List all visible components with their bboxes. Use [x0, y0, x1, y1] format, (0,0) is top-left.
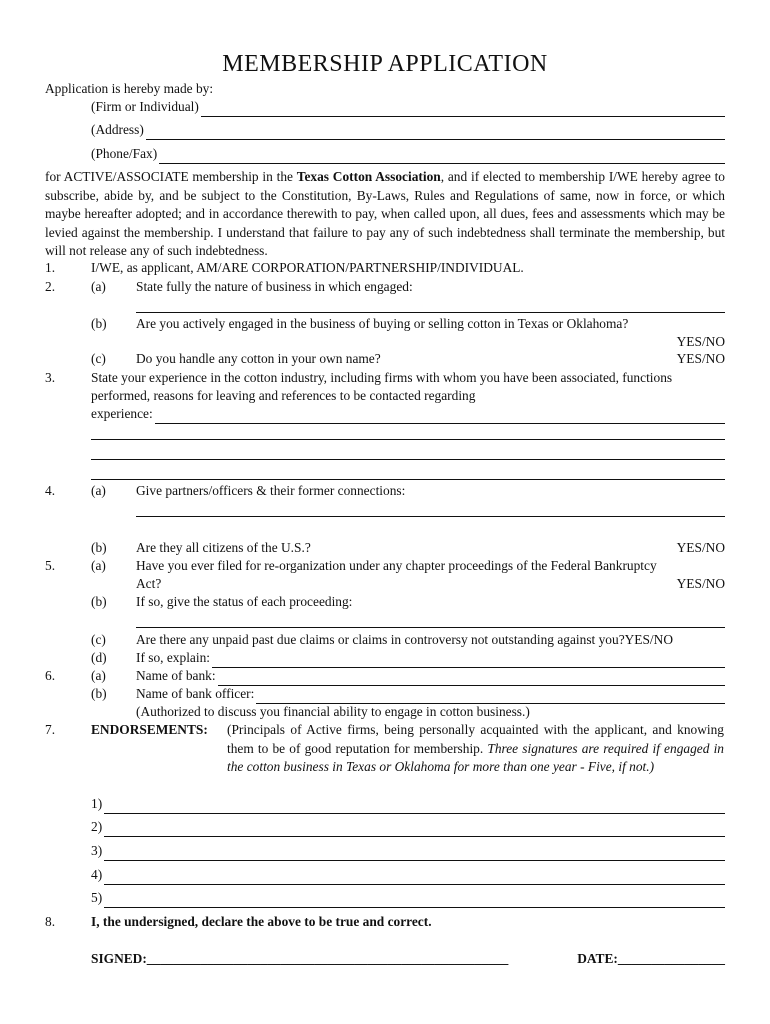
bank-officer-label: Name of bank officer:: [136, 686, 255, 701]
item-1-text: I/WE, as applicant, AM/ARE CORPORATION/PARTNERSHIP/INDIVIDUAL.: [91, 260, 524, 275]
endorsement-3-label: 3): [91, 843, 103, 858]
item-5b-label: (b): [91, 594, 107, 609]
preamble-start: for ACTIVE/ASSOCIATE membership in the: [45, 169, 297, 184]
explain-label: If so, explain:: [136, 650, 211, 665]
endorsements-requirement: Three signatures are required if engaged in the cotton business in Texas or Oklahoma for more than one year - Five, if not.): [227, 740, 724, 774]
endorsement-4-line[interactable]: [104, 871, 725, 885]
endorsement-1-label: 1): [91, 796, 103, 811]
item-3-number: 3.: [45, 370, 56, 385]
made-by-label: Application is hereby made by:: [45, 81, 214, 96]
item-2c-label: (c): [91, 351, 106, 366]
item-4b-yes-no[interactable]: YES/NO: [676, 540, 725, 555]
explain-field[interactable]: [136, 649, 725, 668]
endorsement-5-field[interactable]: [91, 889, 725, 908]
firm-label: (Firm or Individual): [91, 99, 199, 114]
bank-name-label: Name of bank:: [136, 668, 216, 683]
item-4b-label: (b): [91, 540, 107, 555]
item-2-number: 2.: [45, 279, 56, 294]
item-5b-question: If so, give the status of each proceeding:: [136, 594, 353, 609]
item-2a-question: State fully the nature of business in which engaged:: [136, 279, 413, 294]
declaration-text: I, the undersigned, declare the above to be true and correct.: [91, 914, 432, 929]
endorsement-4-label: 4): [91, 867, 103, 882]
item-5c-question: Are there any unpaid past due claims or claims in controversy not outstanding against you?YES/NO: [136, 632, 673, 647]
endorsements-text: [227, 721, 724, 777]
endorsement-5-line[interactable]: [104, 894, 725, 908]
item-2b-label: (b): [91, 316, 107, 331]
endorsement-3-line[interactable]: [104, 847, 725, 861]
bank-authorization-note: (Authorized to discuss you financial ability to engage in cotton business.): [136, 704, 530, 719]
item-7-number: 7.: [45, 722, 56, 737]
item-4a-label: (a): [91, 483, 106, 498]
item-8-number: 8.: [45, 914, 56, 929]
item-2b-question: Are you actively engaged in the business of buying or selling cotton in Texas or Oklahoma?: [136, 316, 629, 331]
item-5d-label: (d): [91, 650, 107, 665]
endorsement-2-label: 2): [91, 819, 103, 834]
address-field[interactable]: [91, 121, 725, 140]
endorsements-instructions: (Principals of Active firms, being personally acquainted with the applicant, and knowing them to be of good reputation for membership.: [227, 722, 724, 756]
item-2a-label: (a): [91, 279, 106, 294]
item-4a-answer-line[interactable]: [136, 516, 725, 517]
date-field[interactable]: DATE:________________: [577, 951, 725, 966]
item-2a-answer-line[interactable]: [136, 312, 725, 313]
item-4a-question: Give partners/officers & their former connections:: [136, 483, 406, 498]
item-5a-question-cont: Act?: [136, 576, 162, 591]
experience-line-3[interactable]: [91, 459, 725, 460]
preamble-end: , and if elected to membership I/WE hereby agree to subscribe, abide by, and be subject to the Constitution, By-Laws, Rules and Regulations of same, now in force, or which maybe hereafter adopted; and in accordance therewith to pay, when called upon, all dues, fees and assessments which may be levied against the membership. I understand that failure to pay any of such indebtedness shall terminate the membership, but will not release any of such indebtedness.: [45, 169, 726, 258]
item-6b-label: (b): [91, 686, 107, 701]
page-title: MEMBERSHIP APPLICATION: [222, 51, 548, 77]
item-6-number: 6.: [45, 668, 56, 683]
signature-field[interactable]: SIGNED:______________________________________________________: [91, 951, 509, 966]
endorsement-2-line[interactable]: [104, 823, 725, 837]
bank-name-line[interactable]: [218, 672, 725, 686]
association-name: Texas Cotton Association: [296, 169, 441, 184]
preamble-paragraph: [45, 168, 725, 261]
endorsement-1-line[interactable]: [104, 800, 725, 814]
address-label: (Address): [91, 122, 144, 137]
phone-line[interactable]: [159, 150, 725, 164]
firm-field[interactable]: [91, 98, 725, 117]
item-3-text-line1: State your experience in the cotton industry, including firms with whom you have been associated, functions: [91, 370, 673, 385]
phone-field[interactable]: [91, 145, 725, 164]
phone-label: (Phone/Fax): [91, 146, 158, 161]
experience-line-2[interactable]: [91, 439, 725, 440]
endorsement-2-field[interactable]: [91, 818, 725, 837]
item-5a-question: Have you ever filed for re-organization under any chapter proceedings of the Federal Bankruptcy: [136, 558, 657, 573]
item-5c-label: (c): [91, 632, 106, 647]
item-2c-question: Do you handle any cotton in your own name?: [136, 351, 381, 366]
item-4b-question: Are they all citizens of the U.S.?: [136, 540, 311, 555]
endorsement-4-field[interactable]: [91, 866, 725, 885]
item-4-number: 4.: [45, 483, 56, 498]
item-1-number: 1.: [45, 260, 56, 275]
experience-line-4[interactable]: [91, 479, 725, 480]
endorsements-heading: ENDORSEMENTS:: [91, 722, 208, 737]
bank-officer-field[interactable]: [136, 685, 725, 704]
address-line[interactable]: [146, 126, 725, 140]
experience-field[interactable]: [91, 405, 725, 424]
item-3-text-line2: performed, reasons for leaving and references to be contacted regarding: [91, 388, 476, 403]
item-5a-label: (a): [91, 558, 106, 573]
experience-line[interactable]: [155, 410, 725, 424]
endorsement-5-label: 5): [91, 890, 103, 905]
item-5b-answer-line[interactable]: [136, 627, 725, 628]
bank-name-field[interactable]: [136, 667, 725, 686]
endorsements-label: [91, 721, 208, 740]
experience-label: experience:: [91, 406, 153, 421]
bank-officer-line[interactable]: [256, 690, 725, 704]
item-2b-yes-no[interactable]: YES/NO: [676, 334, 725, 349]
endorsement-1-field[interactable]: [91, 795, 725, 814]
firm-line[interactable]: [201, 103, 725, 117]
item-5a-yes-no[interactable]: YES/NO: [676, 576, 725, 591]
endorsement-3-field[interactable]: [91, 842, 725, 861]
item-2c-yes-no[interactable]: YES/NO: [676, 351, 725, 366]
explain-line[interactable]: [212, 654, 725, 668]
item-5-number: 5.: [45, 558, 56, 573]
item-6a-label: (a): [91, 668, 106, 683]
declaration-wrap: [91, 913, 432, 932]
